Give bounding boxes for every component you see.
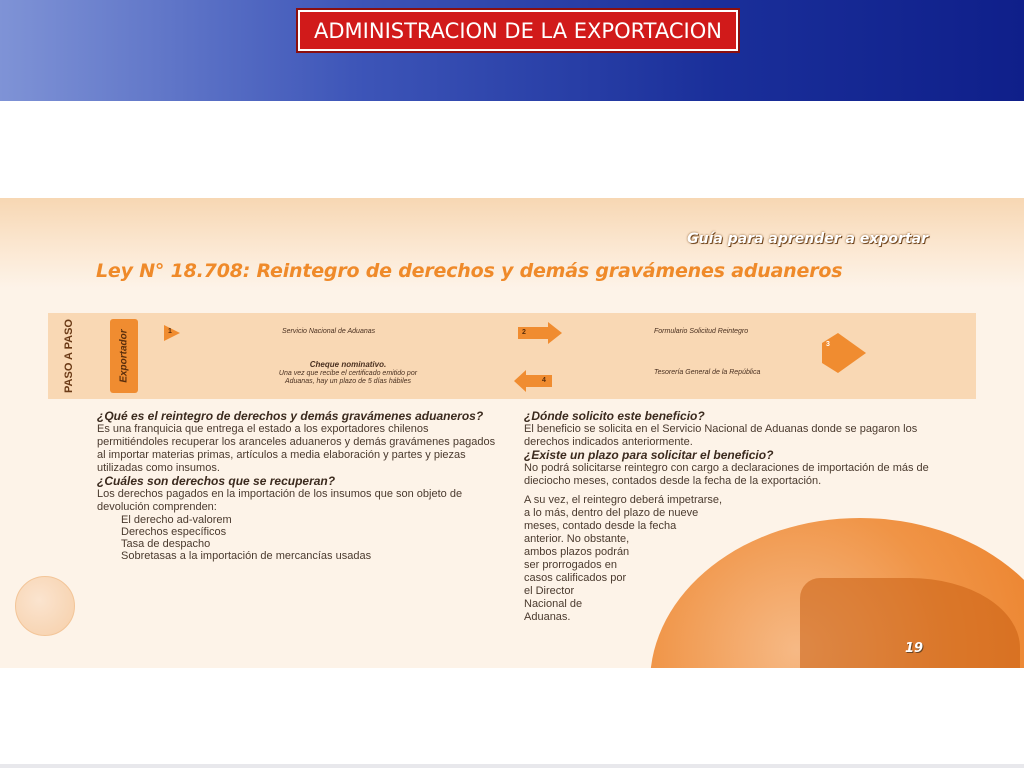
decorative-circle xyxy=(15,576,75,636)
plazo-line: Aduanas. xyxy=(524,611,571,623)
slide-title: ADMINISTRACION DE LA EXPORTACION xyxy=(298,10,738,51)
plazo-line: casos calificados por xyxy=(524,572,627,584)
list-item: Derechos específicos xyxy=(121,526,227,538)
step-3-num: 3 xyxy=(826,341,830,348)
cheque-note xyxy=(268,361,428,386)
list-item: Sobretasas a la importación de mercancías usadas xyxy=(121,550,372,562)
step-1-arrow xyxy=(164,325,180,341)
step-2-label: Formulario Solicitud Reintegro xyxy=(654,328,749,335)
plazo-line: A su vez, el reintegro deberá impetrarse, xyxy=(524,494,723,506)
law-title: Ley N° 18.708: Reintegro de derechos y demás gravámenes aduaneros xyxy=(96,260,843,282)
step-1-num: 1 xyxy=(168,328,172,335)
step-arrows xyxy=(48,313,976,399)
step-1-label: Servicio Nacional de Aduanas xyxy=(282,328,376,335)
answer-derechos: Los derechos pagados en la importación de los insumos que son objeto de devolución comprenden: xyxy=(97,488,463,513)
list-item: Tasa de despacho xyxy=(121,538,211,550)
answer-plazo: No podrá solicitarse reintegro con cargo a declaraciones de importación de más de dieciocho meses, contados desde la fecha de la exportación. xyxy=(524,462,929,487)
derechos-list xyxy=(97,514,502,562)
scanned-page xyxy=(0,198,1024,668)
answer-donde: El beneficio se solicita en el Servicio Nacional de Aduanas donde se pagaron los derechos indicados anteriormente. xyxy=(524,423,918,448)
cheque-title: Cheque nominativo. xyxy=(309,360,387,369)
plazo-line: anterior. No obstante, xyxy=(524,533,630,545)
plazo-line: Nacional de xyxy=(524,598,583,610)
plazo-line: a lo más, dentro del plazo de nueve xyxy=(524,507,699,519)
plazo-line: ambos plazos podrán xyxy=(524,546,630,558)
plazo-line: el Director xyxy=(524,585,575,597)
step-4-arrow xyxy=(514,370,552,392)
step-diagram xyxy=(48,313,976,399)
question-plazo: ¿Existe un plazo para solicitar el beneficio? xyxy=(524,448,774,462)
footer-line xyxy=(0,764,1024,768)
cheque-text: Una vez que recibe el certificado emitido por Aduanas, hay un plazo de 5 días hábiles xyxy=(278,370,418,385)
right-column xyxy=(524,410,929,624)
exportador-box: Exportador xyxy=(110,319,138,393)
answer-reintegro: Es una franquicia que entrega el estado a los exportadores chilenos permitiéndoles recuperar los aranceles aduaneros y demás gravámenes pagados al importar materias primas, artículos a media elaboración y partes y piezas utilizadas como insumos. xyxy=(97,423,496,474)
left-column xyxy=(97,410,502,562)
paso-label: PASO A PASO xyxy=(63,319,75,393)
step-4-num: 4 xyxy=(542,377,546,384)
question-reintegro: ¿Qué es el reintegro de derechos y demás gravámenes aduaneros? xyxy=(97,409,484,423)
plazo-line: ser prorrogados en xyxy=(524,559,617,571)
step-2-num: 2 xyxy=(522,329,526,336)
question-derechos: ¿Cuáles son derechos que se recuperan? xyxy=(97,474,336,488)
step-4-label: Tesorería General de la República xyxy=(654,369,761,376)
list-item: El derecho ad-valorem xyxy=(121,514,232,526)
page-number: 19 xyxy=(905,641,924,656)
guide-title: Guía para aprender a exportar xyxy=(687,231,928,247)
plazo-line: meses, contado desde la fecha xyxy=(524,520,677,532)
step-3-arrow xyxy=(822,333,866,373)
question-donde: ¿Dónde solicito este beneficio? xyxy=(524,409,705,423)
